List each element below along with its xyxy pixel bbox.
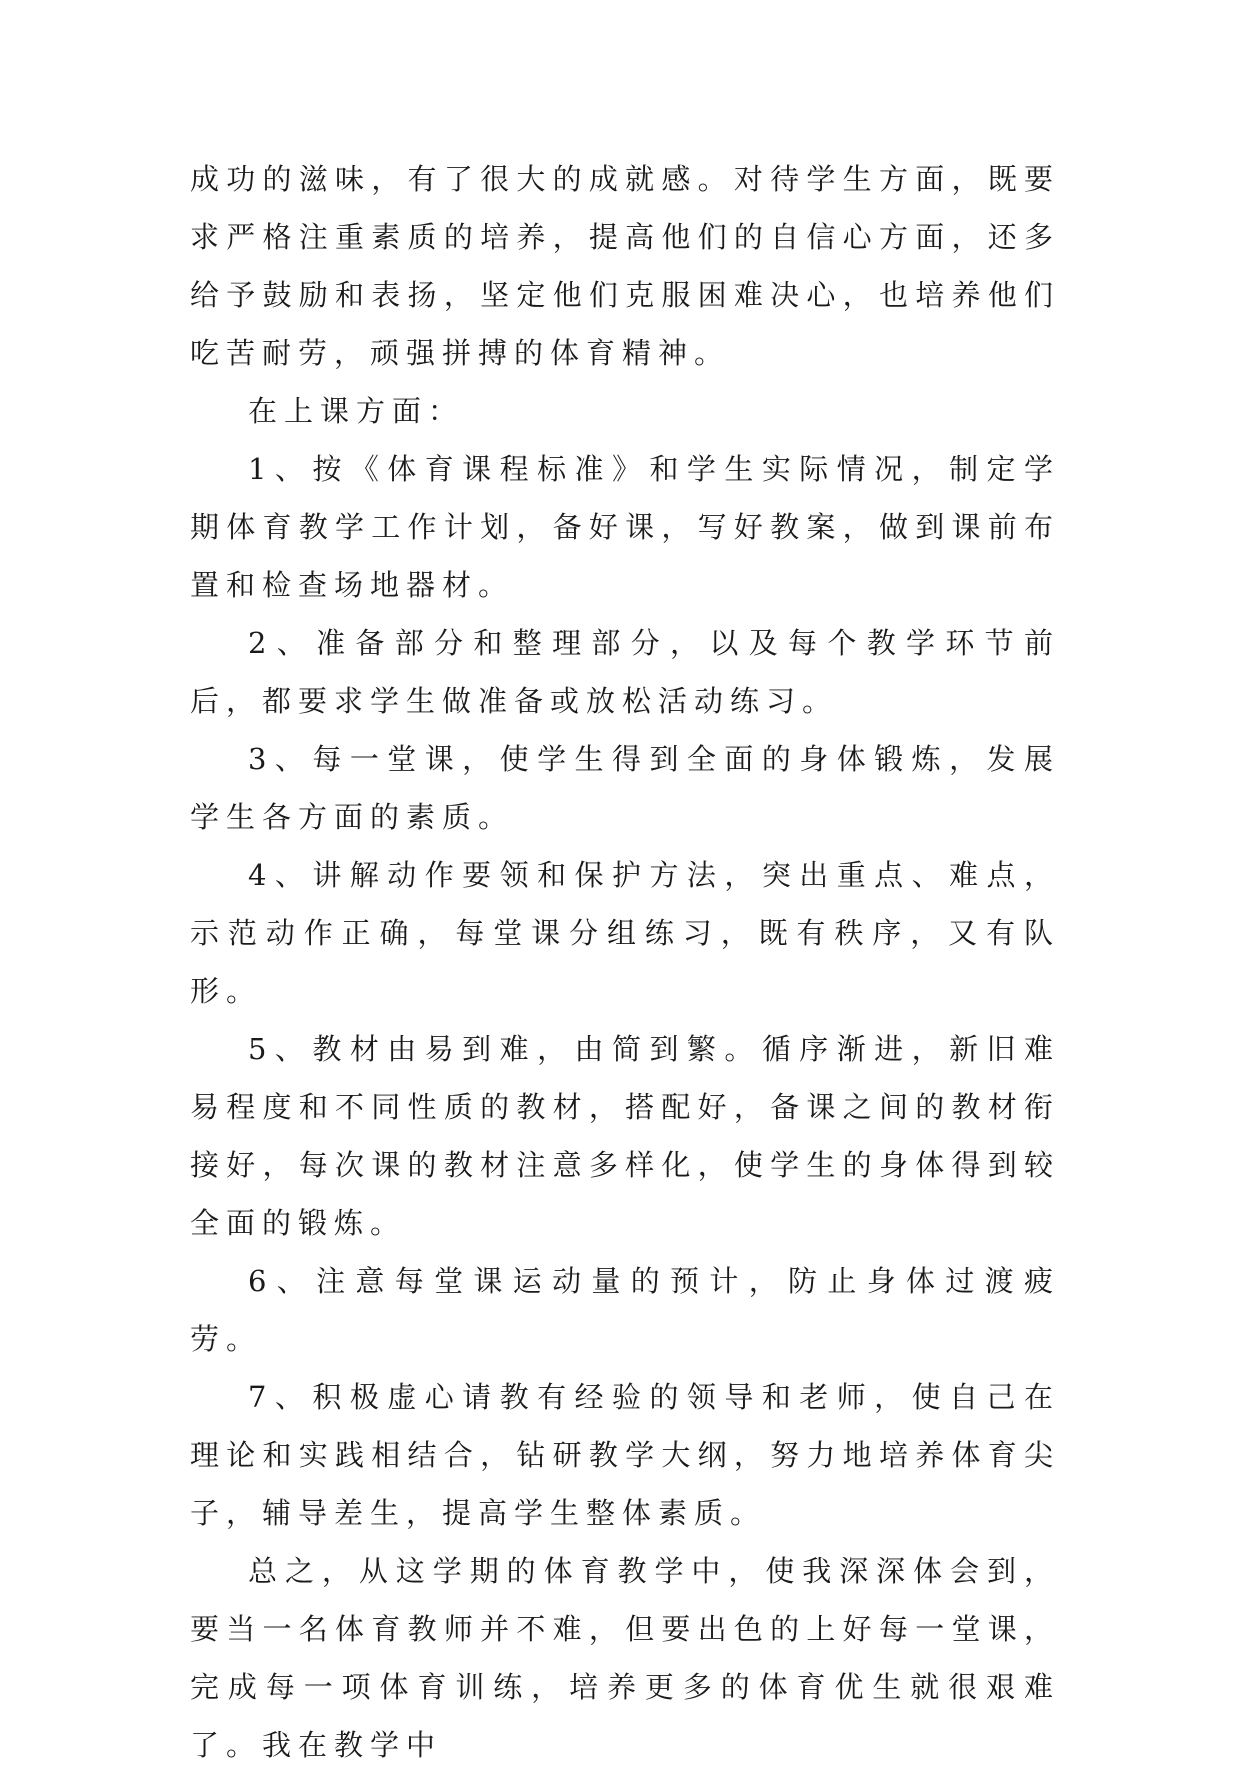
paragraph-item-7: 7、积极虚心请教有经验的领导和老师，使自己在理论和实践相结合，钻研教学大纲，努力地培养体育尖子，辅导差生，提高学生整体素质。 (190, 1380, 1060, 1530)
paragraph-summary: 总之，从这学期的体育教学中，使我深深体会到，要当一名体育教师并不难，但要出色的上好每一堂课，完成每一项体育训练，培养更多的体育优生就很艰难了。我在教学中 (190, 1554, 1060, 1762)
body-text (190, 150, 1060, 1774)
paragraph-item-1: 1、按《体育课程标准》和学生实际情况，制定学期体育教学工作计划，备好课，写好教案，做到课前布置和检查场地器材。 (190, 452, 1060, 602)
paragraph-item-6: 6、注意每堂课运动量的预计，防止身体过渡疲劳。 (190, 1264, 1060, 1356)
paragraph-item-5: 5、教材由易到难，由简到繁。循序渐进，新旧难易程度和不同性质的教材，搭配好，备课之间的教材衔接好，每次课的教材注意多样化，使学生的身体得到较全面的锻炼。 (190, 1032, 1060, 1240)
paragraph-item-3: 3、每一堂课，使学生得到全面的身体锻炼，发展学生各方面的素质。 (190, 742, 1060, 834)
paragraph-continuation: 成功的滋味，有了很大的成就感。对待学生方面，既要求严格注重素质的培养，提高他们的自信心方面，还多给予鼓励和表扬，坚定他们克服困难决心，也培养他们吃苦耐劳，顽强拼搏的体育精神。 (190, 162, 1060, 370)
paragraph-item-4: 4、讲解动作要领和保护方法，突出重点、难点，示范动作正确，每堂课分组练习，既有秩序，又有队形。 (190, 858, 1060, 1008)
paragraph-section-heading: 在上课方面： (248, 394, 465, 428)
paragraph-item-2: 2、准备部分和整理部分，以及每个教学环节前后，都要求学生做准备或放松活动练习。 (190, 626, 1060, 718)
